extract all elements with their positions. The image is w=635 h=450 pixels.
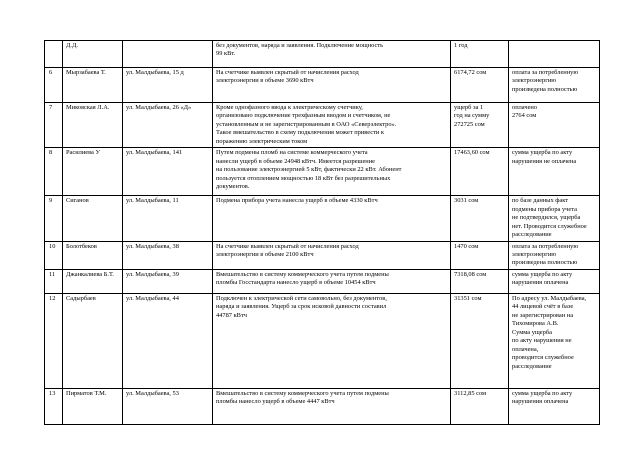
result-line: подмены прибора учета [512,205,577,213]
amount-cell [451,388,509,424]
name-cell: Сиганов [63,196,123,241]
amount-line: 3112,85 сом [454,389,487,397]
description-line: Кроме однофазного ввода к электрическому счетчику, [216,104,363,111]
name-cell: Садырбаев [63,293,123,388]
result-cell [509,68,600,103]
description-line: Вмешательство в систему коммерческого учета путем подмены [216,270,389,278]
description-line: электроэнергии в объеме 2100 кВтч [216,250,314,258]
table-row [45,41,600,68]
description-cell [213,196,451,241]
description-line: Подмена прибора учета нанесла ущерб в объеме 4330 кВтч [216,197,378,205]
result-cell [509,269,600,293]
description-line: на пользование электроэнергией 5 кВт, фактически 22 кВт. Абонент [216,166,402,174]
amount-line: 7318,08 сом [454,270,487,278]
name-cell: Мырзабаева Т. [63,68,123,103]
amount-line: 3031 сом [454,197,479,205]
row-number-cell: 11 [45,269,63,293]
violations-table-sheet [44,40,600,425]
amount-line: 6174,72 сом [454,69,487,76]
description-line: пользуется отоплением мощностью 18 кВт без разрешительных [216,174,391,182]
amount-cell [451,269,509,293]
result-cell [509,196,600,241]
address-cell: ул. Малдыбаева, 44 [123,293,213,388]
table-row [45,241,600,269]
amount-line: 17463,60 сом [454,149,490,157]
address-cell: ул. Малдыбаева, 38 [123,241,213,269]
table-row [45,293,600,388]
result-line: расследование [512,362,552,370]
address-cell: ул. Малдыбаева, 11 [123,196,213,241]
address-cell: ул. Малдыбаева, 39 [123,269,213,293]
result-line: произведена полностью [512,85,578,93]
amount-line: 31351 сом [454,294,482,302]
result-cell [509,241,600,269]
amount-cell [451,293,509,388]
description-line: Подключен к электрической сети самовольно, без документов, [216,294,387,302]
result-cell [509,148,600,196]
amount-cell [451,241,509,269]
description-cell [213,41,451,68]
result-line: не зарегистрирован на [512,311,574,319]
table-row [45,68,600,103]
row-number-cell: 7 [45,103,63,148]
description-line: Путем подмены пломб на системе коммерческого учета [216,149,368,157]
result-line: по акту нарушения не [512,337,572,345]
violations-table [44,40,600,425]
table-row [45,148,600,196]
table-row [45,196,600,241]
result-line: не подтвердился, ущерба [512,214,581,222]
result-line: оплата за потребленную [512,69,579,76]
name-cell: Д.Д. [63,41,123,68]
amount-cell [451,41,509,68]
result-line: По адресу ул. Малдыбаева, [512,294,587,302]
description-cell [213,68,451,103]
description-cell [213,103,451,148]
row-number-cell: 13 [45,388,63,424]
description-line: На счетчике выявлен скрытый от начисления расход [216,242,359,250]
row-number-cell: 12 [45,293,63,388]
result-line: Сумма ущерба [512,328,552,336]
name-cell: Миковская Л.А. [63,103,123,148]
result-line: нарушения оплачена [512,398,569,406]
result-cell [509,103,600,148]
table-row [45,269,600,293]
result-line: нарушения не оплачена [512,157,577,165]
description-line: Вмешательство в систему коммерческого учета путем подмены [216,389,389,397]
row-number-cell: 6 [45,68,63,103]
result-line: оплачено [512,104,538,111]
address-cell: ул. Малдыбаева, 53 [123,388,213,424]
amount-line: 272725 сом [454,120,485,128]
result-line: электроэнергию [512,250,557,258]
result-line: 44 лицевой счёт в базе [512,303,574,311]
result-line: нарушения оплачена [512,279,569,287]
description-cell [213,388,451,424]
description-line: пломбы Госстандарта нанесло ущерб в объеме 10454 кВтч [216,279,376,287]
description-cell [213,148,451,196]
description-line: 99 кВт. [216,50,236,58]
result-line: оплачена, [512,345,539,353]
description-line: поражению электрическим током [216,137,308,145]
amount-line: 1470 сом [454,242,479,250]
result-line: расследование [512,231,552,239]
name-cell: Джанкалиева Б.Т. [63,269,123,293]
result-line: нет. Проводится служебное [512,222,587,230]
address-cell: ул. Малдыбаева, 141 [123,148,213,196]
row-number-cell: 9 [45,196,63,241]
description-cell [213,293,451,388]
amount-cell [451,68,509,103]
description-cell [213,241,451,269]
result-line: Тихомирова А.В. [512,320,559,328]
result-line: сумма ущерба по акту [512,270,573,278]
description-line: Такое вмешательство в схему подключения может привести к [216,129,384,137]
description-line: электроэнергии в объеме 3690 кВтч [216,77,314,85]
row-number-cell: 8 [45,148,63,196]
amount-line: 1 год [454,42,468,49]
result-line: проводится служебное [512,354,574,362]
result-line: сумма ущерба по акту [512,389,573,397]
amount-cell [451,196,509,241]
result-line: по базе данных факт [512,197,569,205]
result-cell [509,388,600,424]
table-row [45,103,600,148]
amount-line: год на сумму [454,112,490,120]
name-cell: Пирматов Т.М. [63,388,123,424]
description-line: без документов, наряда и заявления. Подключение мощность [216,42,384,49]
amount-cell [451,148,509,196]
address-cell: ул. Малдыбаева, 26 «Д» [123,103,213,148]
result-line: 2764 сом [512,112,537,120]
description-line: пломбы нанесло ущерб в объеме 4447 кВтч [216,398,335,406]
name-cell: Болотбеков [63,241,123,269]
row-number-cell: 10 [45,241,63,269]
description-line: На счетчике выявлен скрытый от начисления расход [216,69,359,76]
description-line: установленным и не зарегистрированным в ОАО «Северэлектро». [216,120,397,128]
result-cell [509,293,600,388]
description-line: документов. [216,183,250,191]
description-line: организовано подключение трехфазным вводом и счетчиком, не [216,112,391,120]
row-number-cell [45,41,63,68]
address-cell: ул. Малдыбаева, 15 д [123,68,213,103]
result-line: электроэнергию [512,77,557,85]
result-cell [509,41,600,68]
amount-cell [451,103,509,148]
amount-line: ущерб за 1 [454,104,484,111]
result-line: произведена полностью [512,259,578,267]
description-line: 44787 кВтч [216,311,247,319]
table-row [45,388,600,424]
description-cell [213,269,451,293]
address-cell [123,41,213,68]
result-line: оплата за потребленную [512,242,579,250]
result-line: сумма ущерба по акту [512,149,573,157]
table-body [45,41,600,425]
description-line: наряда и заявления. Ущерб за срок исковой давности составил [216,303,387,311]
name-cell: Расилиева У [63,148,123,196]
description-line: нанесли ущерб в объеме 24948 кВтч. Имеется разрешение [216,157,375,165]
